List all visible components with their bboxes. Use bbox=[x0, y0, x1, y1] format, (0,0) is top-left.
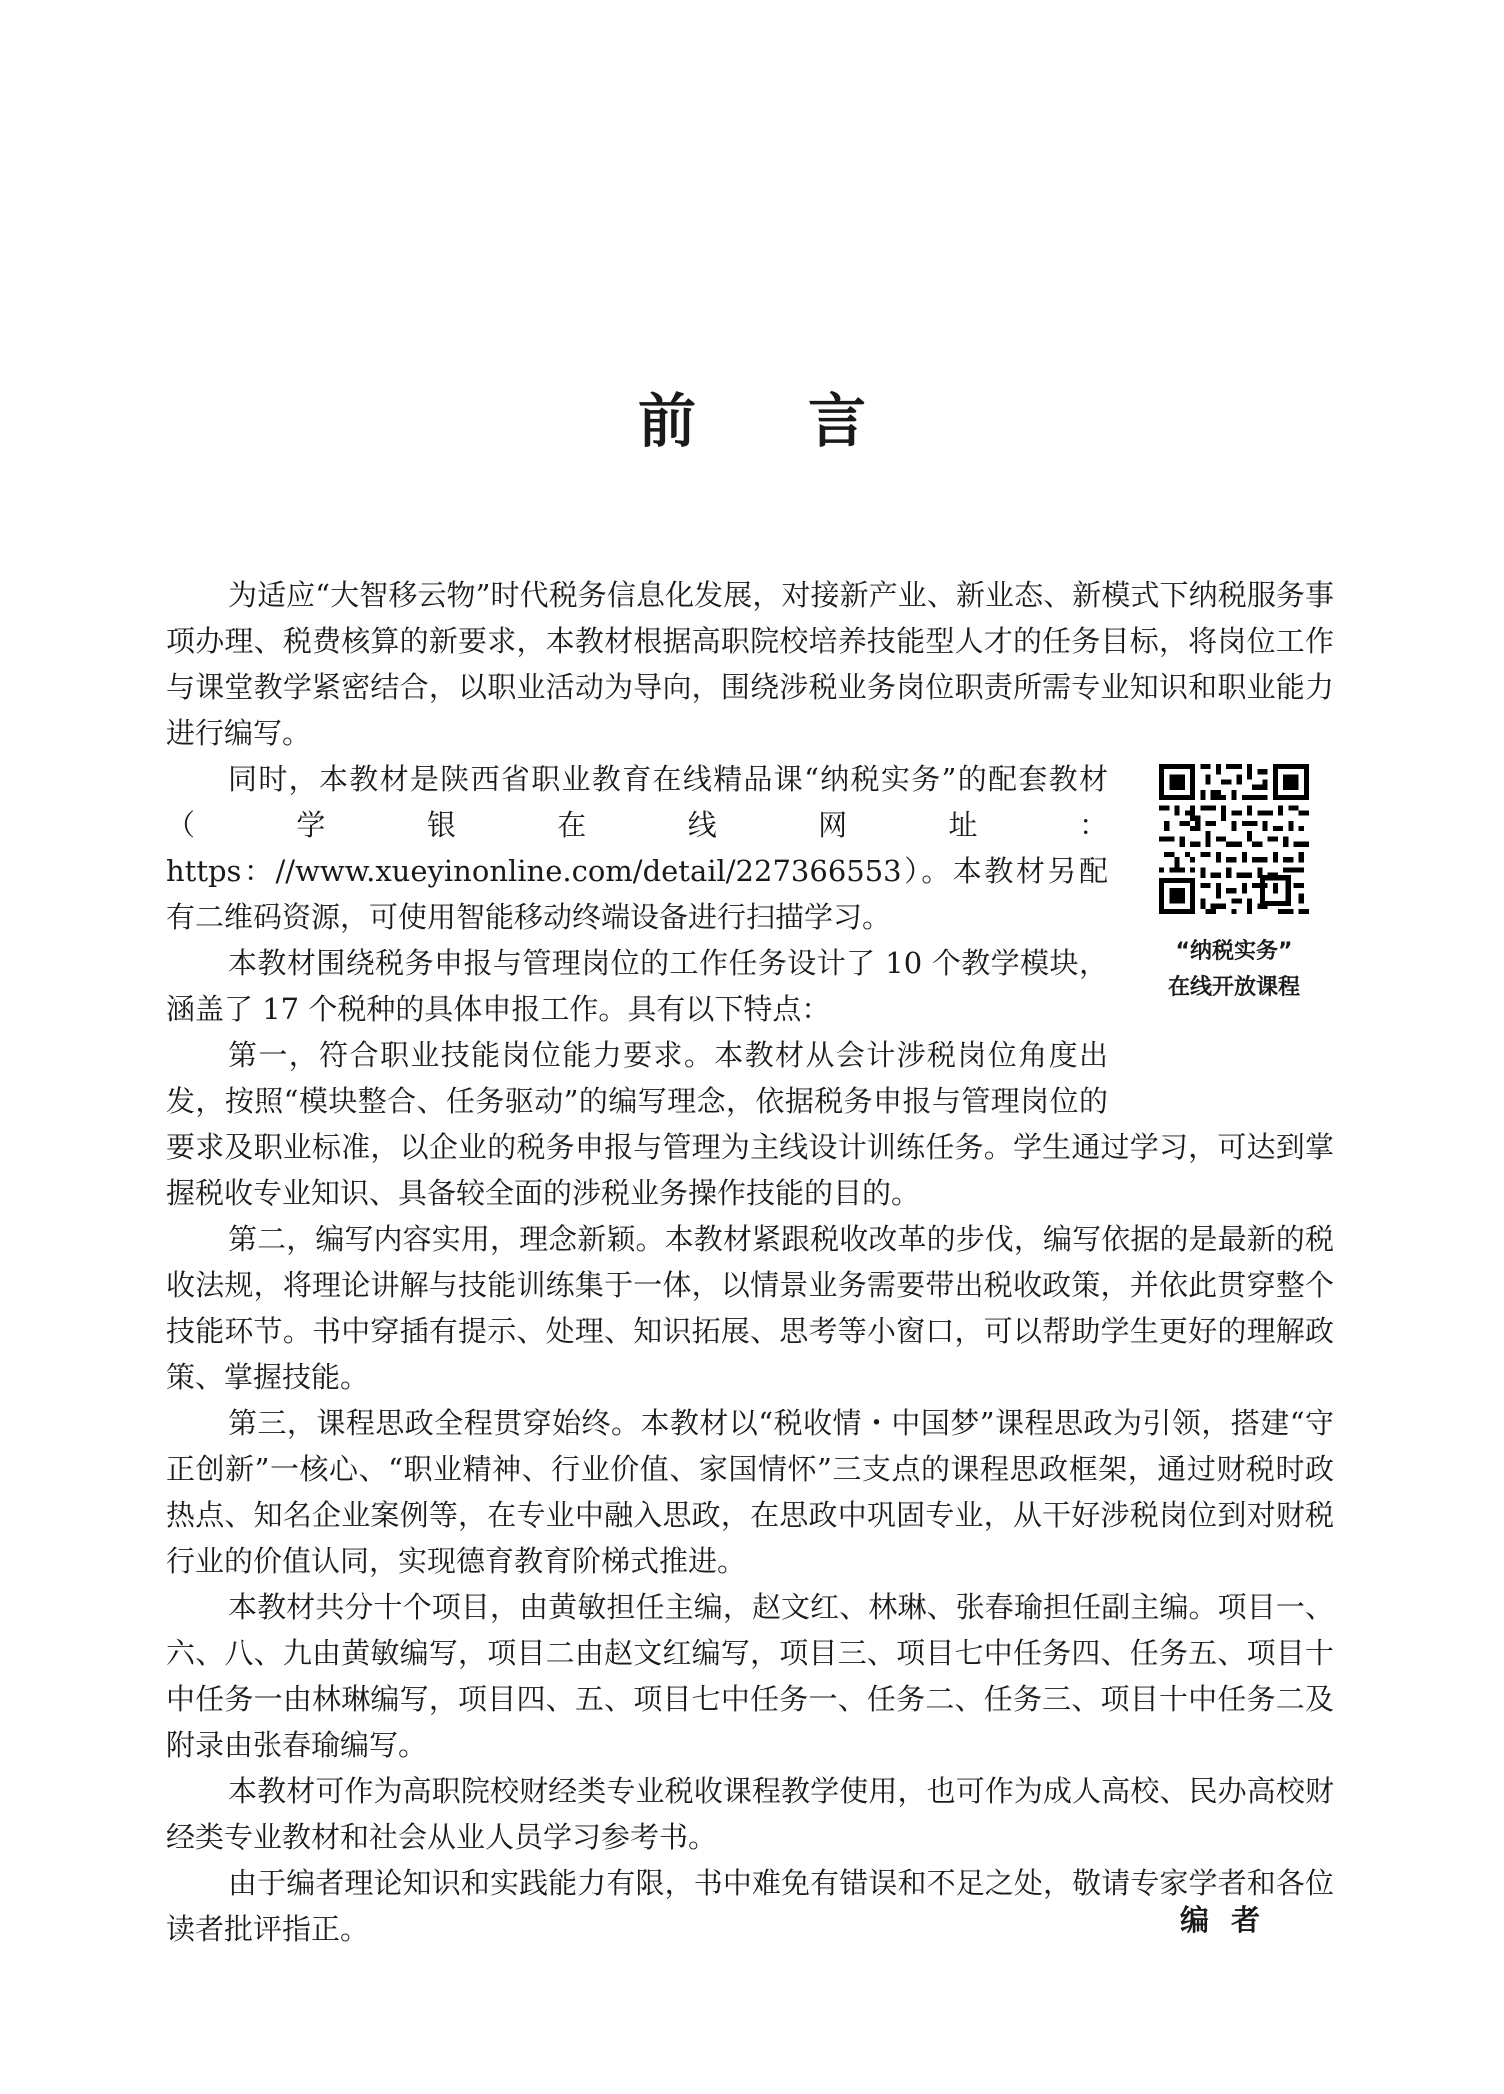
paragraph-8: 本教材可作为高职院校财经类专业税收课程教学使用，也可作为成人高校、民办高校财经类专业教材和社会从业人员学习参考书。 bbox=[166, 1774, 1334, 1854]
qr-caption-line-1: “纳税实务” bbox=[1175, 939, 1293, 964]
paragraph-4: 第一，符合职业技能岗位能力要求。本教材从会计涉税岗位角度出发，按照“模块整合、任务驱动”的编写理念，依据税务申报与管理岗位的要求及职业标准，以企业的税务申报与管理为主线设计训练任务。学生通过学习，可达到掌握税收专业知识、具备较全面的涉税业务操作技能的目的。 bbox=[166, 1038, 1334, 1210]
preface-body bbox=[166, 572, 1334, 1952]
paragraph-7: 本教材共分十个项目，由黄敏担任主编，赵文红、林琳、张春瑜担任副主编。项目一、六、八、九由黄敏编写，项目二由赵文红编写，项目三、项目七中任务四、任务五、项目十中任务一由林琳编写，项目四、五、项目七中任务一、任务二、任务三、项目十中任务二及附录由张春瑜编写。 bbox=[166, 1590, 1334, 1762]
signature-char-2: 者 bbox=[1231, 1903, 1261, 1937]
paragraph-1: 为适应“大智移云物”时代税务信息化发展，对接新产业、新业态、新模式下纳税服务事项办理、税费核算的新要求，本教材根据高职院校培养技能型人才的任务目标，将岗位工作与课堂教学紧密结合，以职业活动为导向，围绕涉税业务岗位职责所需专业知识和职业能力进行编写。 bbox=[166, 578, 1334, 750]
paragraph-3: 本教材围绕税务申报与管理岗位的工作任务设计了 10 个教学模块，涵盖了 17 个税种的具体申报工作。具有以下特点： bbox=[166, 946, 1108, 1026]
title-char-1: 前 bbox=[637, 387, 696, 455]
title-char-2: 言 bbox=[808, 387, 867, 455]
author-signature bbox=[1180, 1900, 1260, 1940]
qr-caption-line-2: 在线开放课程 bbox=[1167, 975, 1300, 1000]
qr-code-icon bbox=[1159, 764, 1309, 914]
paragraph-9: 由于编者理论知识和实践能力有限，书中难免有错误和不足之处，敬请专家学者和各位读者批评指正。 bbox=[166, 1866, 1334, 1946]
signature-char-1: 编 bbox=[1180, 1903, 1210, 1937]
qr-caption bbox=[1134, 934, 1334, 1006]
qr-block bbox=[1134, 758, 1334, 1124]
paragraph-2: 同时，本教材是陕西省职业教育在线精品课“纳税实务”的配套教材（学银在线网址：https：//www.xueyinonline.com/detail/227366553）。本教材另配有二维码资源，可使用智能移动终端设备进行扫描学习。 bbox=[166, 762, 1108, 934]
page-title bbox=[0, 386, 1504, 456]
paragraph-6: 第三，课程思政全程贯穿始终。本教材以“税收情・中国梦”课程思政为引领，搭建“守正创新”一核心、“职业精神、行业价值、家国情怀”三支点的课程思政框架，通过财税时政热点、知名企业案例等，在专业中融入思政，在思政中巩固专业，从干好涉税岗位到对财税行业的价值认同，实现德育教育阶梯式推进。 bbox=[166, 1406, 1334, 1578]
paragraph-5: 第二，编写内容实用，理念新颖。本教材紧跟税收改革的步伐，编写依据的是最新的税收法规，将理论讲解与技能训练集于一体，以情景业务需要带出税收政策，并依此贯穿整个技能环节。书中穿插有提示、处理、知识拓展、思考等小窗口，可以帮助学生更好的理解政策、掌握技能。 bbox=[166, 1222, 1334, 1394]
